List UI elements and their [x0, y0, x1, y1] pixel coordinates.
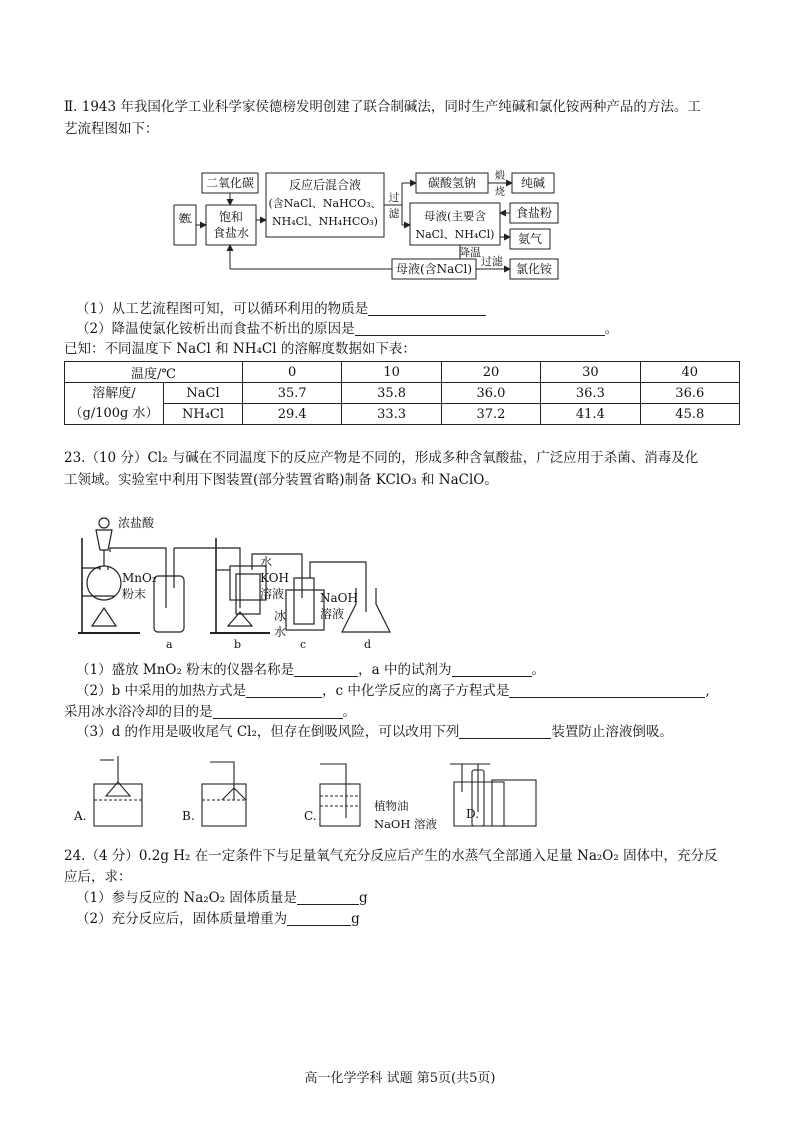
table-temp: 40	[640, 362, 739, 383]
apparatus-naoh-2: 溶液	[320, 607, 345, 621]
option-c-label: C.	[304, 809, 317, 823]
apparatus-water: 水	[260, 555, 273, 569]
flow-mother-nacl: 母液(含NaCl)	[395, 262, 473, 276]
q23-s1-text-b: ，a 中的试剂为	[358, 662, 452, 678]
flow-mother-2: NaCl、NH₄Cl)	[415, 228, 495, 241]
table-cell: 37.2	[441, 404, 540, 425]
q23-intro-line1: 23.（10 分）Cl₂ 与碱在不同温度下的反应产物是不同的，形成多种含氧酸盐，广泛应用于杀菌、消毒及化	[64, 450, 699, 466]
q24-s1-unit: g	[358, 890, 368, 906]
apparatus-koh-2: 溶液	[260, 587, 285, 601]
table-cell: 36.0	[441, 383, 540, 404]
section2-q2	[76, 318, 618, 340]
table-header-label: 温度/℃	[65, 362, 243, 383]
q23-s2-line2-text: 采用冰水浴冷却的目的是	[64, 704, 213, 720]
table-cell: 41.4	[541, 404, 640, 425]
q24-s2-unit: g	[351, 911, 360, 927]
table-substance: NaCl	[164, 383, 243, 404]
table-cell: 33.3	[342, 404, 441, 425]
answer-blank-q23-3[interactable]	[459, 723, 551, 739]
answer-blank-q23-2a[interactable]	[246, 682, 322, 698]
apparatus-diagram	[70, 508, 400, 653]
answer-blank-q24-2[interactable]	[287, 910, 351, 926]
flow-mixed-1: 反应后混合液	[288, 178, 362, 192]
q24-sub1	[76, 887, 368, 909]
section2-q2-end: 。	[604, 321, 619, 337]
flow-mother-1: 母液(主要含	[424, 209, 486, 223]
apparatus-naoh-1: NaOH	[320, 591, 358, 605]
flow-mixed-3: NH₄Cl、NH₄HCO₃)	[272, 215, 378, 228]
flow-filter-3: 过滤	[481, 255, 503, 268]
flow-brine-1: 饱和	[218, 210, 244, 224]
table-row	[65, 362, 740, 383]
q23-sub2	[76, 680, 710, 702]
table-row	[65, 383, 740, 404]
table-temp: 20	[441, 362, 540, 383]
q24-s2-text: （2）充分反应后，固体质量增重为	[76, 911, 288, 927]
q23-s1-text-c: 。	[531, 662, 546, 678]
flow-ammonia-2: 氨气	[517, 232, 543, 246]
page-footer: 高一化学学科 试题 第5页(共5页)	[304, 1071, 496, 1086]
flow-soda: 纯碱	[520, 176, 546, 190]
table-cell: 35.7	[243, 383, 342, 404]
q23-s2-text-b: ，c 中化学反应的离子方程式是	[322, 683, 510, 699]
apparatus-label-d: d	[364, 638, 372, 651]
answer-blank-q2[interactable]	[355, 320, 605, 336]
table-row-label-2: （g/100g 水）	[69, 405, 159, 421]
table-substance: NH₄Cl	[164, 404, 243, 425]
table-row-label	[65, 383, 164, 425]
q23-s3-text-a: （3）d 的作用是吸收尾气 Cl₂，但存在倒吸风险，可以改用下列	[76, 724, 460, 740]
table-row-label-1: 溶解度/	[92, 385, 136, 401]
section2-q1	[76, 298, 486, 320]
q24-sub2	[76, 908, 360, 930]
answer-blank-q23-2b[interactable]	[509, 682, 705, 698]
solubility-table	[64, 361, 740, 425]
flow-ammonia-1: 氨气	[178, 212, 192, 225]
q23-intro-line2: 工领域。实验室中利用下图装置(部分装置省略)制备 KClO₃ 和 NaClO。	[64, 472, 498, 488]
q23-s2-line2-end: 。	[342, 704, 356, 720]
section2-intro-line2: 艺流程图如下：	[64, 121, 159, 137]
q23-sub3	[76, 721, 673, 743]
table-temp: 30	[541, 362, 640, 383]
table-cell: 29.4	[243, 404, 342, 425]
flow-calcine-2: 烧	[495, 187, 505, 198]
flow-nahco3: 碳酸氢钠	[427, 176, 477, 190]
apparatus-ice-2: 水	[274, 625, 287, 639]
table-cell: 36.3	[541, 383, 640, 404]
flow-cool: 降温	[459, 246, 481, 259]
answer-blank-q23-2c[interactable]	[213, 703, 343, 719]
apparatus-label-c: c	[300, 638, 307, 651]
table-cell: 45.8	[640, 404, 739, 425]
apparatus-koh-1: KOH	[260, 571, 289, 585]
q23-s2-text-c: ,	[705, 683, 710, 699]
answer-blank-q23-1a[interactable]	[294, 661, 358, 677]
option-a-label: A.	[74, 809, 87, 823]
apparatus-powder: 粉末	[122, 587, 147, 601]
q23-sub2-line2	[64, 701, 356, 723]
apparatus-ice-1: 冰	[274, 609, 287, 623]
flow-co2: 二氧化碳	[205, 176, 255, 190]
q23-s2-text-a: （2）b 中采用的加热方式是	[76, 683, 247, 699]
table-temp: 10	[342, 362, 441, 383]
section2-intro-line1: Ⅱ. 1943 年我国化学工业科学家侯德榜发明创建了联合制碱法，同时生产纯碱和氯化铵两种产品的方法。工	[64, 99, 701, 115]
option-d-label: D.	[466, 807, 480, 821]
q23-s3-text-b: 装置防止溶液倒吸。	[551, 724, 673, 740]
q23-s1-text-a: （1）盛放 MnO₂ 粉末的仪器名称是	[76, 662, 295, 678]
flow-filter-1: 过	[388, 191, 400, 204]
answer-blank-q23-1b[interactable]	[452, 661, 532, 677]
flow-brine-2: 食盐水	[212, 226, 250, 240]
apparatus-conc-hcl: 浓盐酸	[118, 516, 155, 530]
flow-filter-2: 滤	[388, 207, 400, 220]
table-cell: 36.6	[640, 383, 739, 404]
section2-q2-text: （2）降温使氯化铵析出而食盐不析出的原因是	[76, 321, 355, 337]
option-c-oil: 植物油	[374, 799, 409, 813]
answer-blank-q24-1[interactable]	[297, 889, 359, 905]
flow-mixed-2: (含NaCl、NaHCO₃、	[268, 197, 382, 210]
flow-calcine-1: 煅	[495, 171, 505, 182]
apparatus-label-a: a	[166, 638, 173, 651]
apparatus-mno2: MnO₂	[122, 571, 157, 585]
option-c-naoh: NaOH 溶液	[374, 817, 438, 831]
table-cell: 35.8	[342, 383, 441, 404]
option-b-label: B.	[182, 809, 195, 823]
process-flow-diagram	[170, 165, 570, 285]
section2-q1-text: （1）从工艺流程图可知，可以循环利用的物质是	[76, 301, 369, 317]
table-row	[65, 404, 740, 425]
table-temp: 0	[243, 362, 342, 383]
q24-s1-text: （1）参与反应的 Na₂O₂ 固体质量是	[76, 890, 297, 906]
flow-nh4cl: 氯化铵	[515, 262, 553, 276]
q23-sub1	[76, 659, 545, 681]
anti-suction-options	[70, 752, 560, 834]
section2-known: 已知：不同温度下 NaCl 和 NH₄Cl 的溶解度数据如下表：	[64, 341, 416, 357]
apparatus-label-b: b	[234, 638, 242, 651]
answer-blank-q1[interactable]	[368, 300, 486, 316]
q24-intro-line1: 24.（4 分）0.2g H₂ 在一定条件下与足量氧气充分反应后产生的水蒸气全部通入足量 Na₂O₂ 固体中，充分反	[64, 848, 718, 864]
q24-intro-line2: 应后，求：	[64, 869, 132, 885]
flow-salt-powder: 食盐粉	[515, 206, 553, 220]
